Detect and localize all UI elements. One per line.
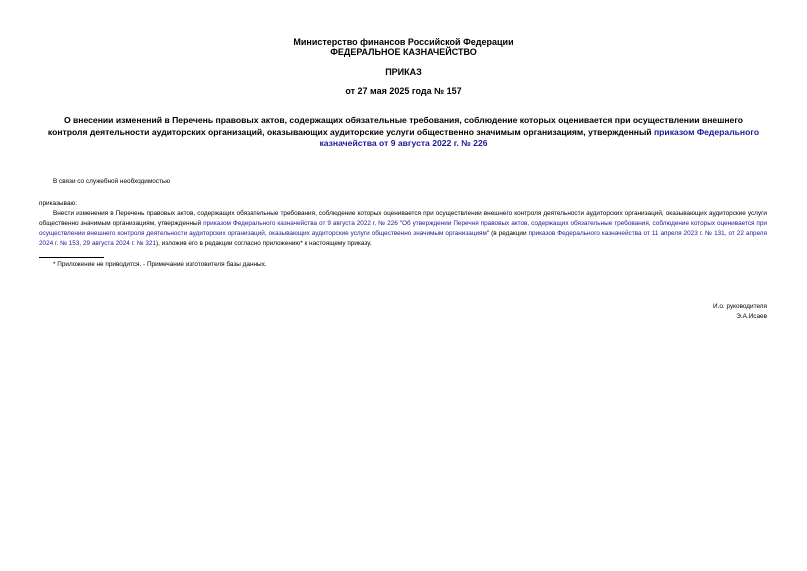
footnote: * Приложение не приводится. - Примечание изготовителя базы данных. (53, 261, 267, 268)
ministry-name: Министерство финансов Российской Федерации (293, 37, 514, 47)
title-order-link[interactable]: приказом Федерального казначейства от 9 августа 2022 г. № 226 (319, 126, 760, 149)
document-title (44, 115, 763, 150)
signature-position: И.о. руководителя (713, 303, 767, 310)
preamble: В связи со служебной необходимостью (53, 178, 171, 185)
body-text-1: Внести изменения в Перечень правовых актов, содержащих обязательные требования, соблюдение которых оценивается при осуществлении внешнего контроля деятельности аудиторских организаций, оказывающих аудиторские услуги общественно значимым организациям, утвержденный (39, 210, 767, 227)
body-text-2: " (397, 220, 403, 227)
order-word: приказываю: (39, 200, 77, 207)
signature-name: Э.А.Исаев (736, 313, 767, 320)
order-body-paragraph (39, 209, 767, 249)
amending-orders-link[interactable]: приказов Федерального казначейства от 11 апреля 2023 г. № 131, от 22 апреля 2024 г. № 153, 29 августа 2024 г. № 321 (39, 230, 767, 247)
title-text: О внесении изменений в Перечень правовых актов, содержащих обязательные требования, соблюдение которых оценивается при осуществлении внешнего контроля деятельности аудиторских организаций, оказывающих аудиторские услуги общественно значимым организациям, утвержденный (47, 115, 744, 137)
agency-name: ФЕДЕРАЛЬНОЕ КАЗНАЧЕЙСТВО (330, 47, 477, 57)
body-text-4: ), изложив его в редакции согласно приложению* к настоящему приказу. (156, 240, 372, 247)
document-date-number: от 27 мая 2025 года № 157 (345, 86, 462, 96)
order-226-title-link[interactable]: Об утверждении Перечня правовых актов, содержащих обязательные требования, соблюдение которых оценивается при осуществлении внешнего контроля деятельности аудиторских организаций, оказывающих аудиторские услуги общественно значимым организациям (39, 220, 768, 237)
document-type: ПРИКАЗ (385, 67, 422, 77)
footnote-divider (39, 257, 104, 258)
order-226-link[interactable]: приказом Федерального казначейства от 9 августа 2022 г. № 226 (203, 220, 398, 227)
body-text-3: " (в редакции (486, 230, 529, 237)
